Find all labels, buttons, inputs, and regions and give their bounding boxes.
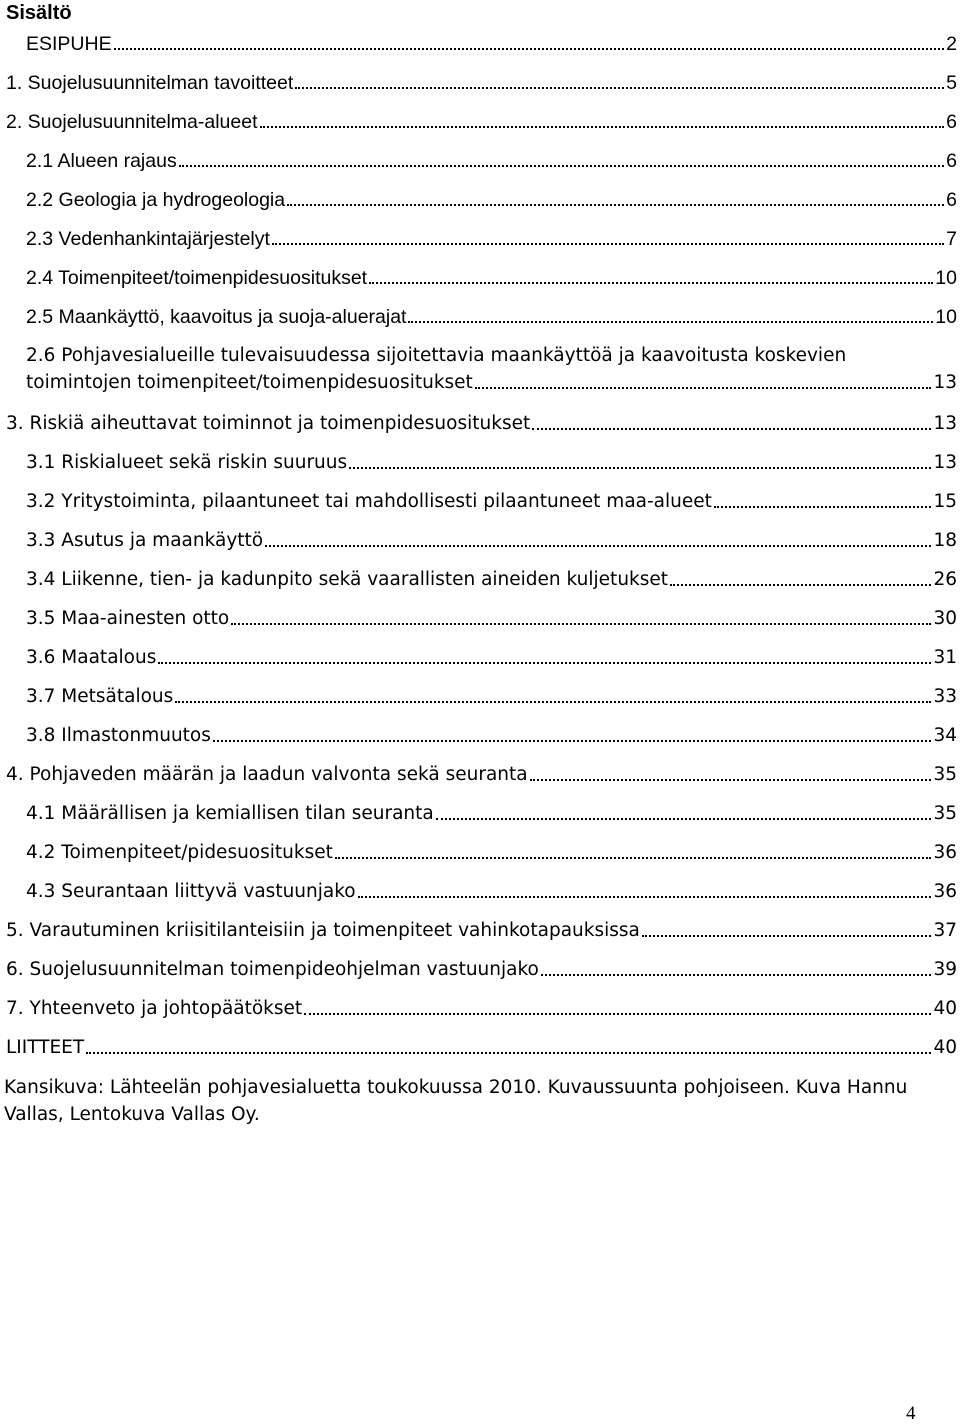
dot-leader: [295, 70, 944, 96]
dot-leader: [642, 918, 932, 944]
toc-entry-page: 7: [946, 228, 957, 250]
toc-entry-title: 2.2 Geologia ja hydrogeologia: [26, 189, 286, 211]
dot-leader: [158, 645, 931, 671]
dot-leader: [231, 606, 931, 632]
dot-leader: [532, 411, 931, 437]
toc-entry-3-5[interactable]: [26, 606, 957, 632]
toc-entry-4-3[interactable]: [26, 879, 957, 905]
toc-entry-3-3[interactable]: [26, 528, 957, 554]
toc-entry-page: 30: [933, 608, 957, 629]
toc-entry-title: 3.1 Riskialueet sekä riskin suuruus: [26, 452, 348, 473]
toc-entry-page: 39: [933, 959, 957, 980]
toc-entry-2-2[interactable]: [26, 187, 957, 213]
toc-entry-page: 33: [933, 686, 957, 707]
dot-leader: [335, 840, 932, 866]
toc-entry-page: 35: [933, 803, 957, 824]
toc-entry-page: 2: [946, 33, 957, 55]
dot-leader: [670, 567, 931, 593]
dot-leader: [175, 684, 931, 710]
toc-entry-2-1[interactable]: [26, 148, 957, 174]
toc-entry-title: 3. Riskiä aiheuttavat toiminnot ja toimenpidesuositukset: [6, 413, 531, 434]
toc-entry-title: 2.5 Maankäyttö, kaavoitus ja suoja-aluerajat: [26, 306, 407, 328]
dot-leader: [349, 450, 931, 476]
toc-entry-title: 4.2 Toimenpiteet/pidesuositukset: [26, 842, 333, 863]
toc-entry-3-7[interactable]: [26, 684, 957, 710]
toc-entry-title: 2.1 Alueen rajaus: [26, 150, 177, 172]
toc-entry-page: 26: [933, 569, 957, 590]
toc-entry-4-1[interactable]: [26, 801, 957, 827]
toc-entry-5[interactable]: [6, 918, 957, 944]
toc-entry-3-4[interactable]: [26, 567, 957, 593]
toc-entry-page: 5: [946, 72, 957, 94]
toc-entry-page: 35: [933, 764, 957, 785]
toc-entry-title: 2.3 Vedenhankintajärjestelyt: [26, 228, 270, 250]
toc-entry-page: 18: [933, 530, 957, 551]
toc-entry-page: 36: [933, 881, 957, 902]
toc-entry-7[interactable]: [6, 996, 957, 1022]
toc-entry-page: 15: [933, 491, 957, 512]
toc-entry-3[interactable]: [6, 411, 957, 437]
toc-entry-title: 6. Suojelusuunnitelman toimenpideohjelman vastuunjako: [6, 959, 539, 980]
toc-entry-title: 4.3 Seurantaan liittyvä vastuunjako: [26, 881, 356, 902]
toc-entry-2-4[interactable]: [26, 265, 957, 291]
dot-leader: [272, 226, 944, 252]
dot-leader: [358, 879, 932, 905]
toc-entry-title: 2.4 Toimenpiteet/toimenpidesuositukset: [26, 267, 368, 289]
toc-entry-page: 13: [933, 452, 957, 473]
toc-heading: Sisältö: [6, 2, 72, 24]
toc-entry-title: ESIPUHE: [26, 33, 112, 55]
toc-entry-page: 6: [946, 189, 957, 211]
toc-entry-title: 4. Pohjaveden määrän ja laadun valvonta sekä seuranta: [6, 764, 528, 785]
toc-entry-page: 37: [933, 920, 957, 941]
toc-entry-title: 3.8 Ilmastonmuutos: [26, 725, 211, 746]
toc-entry-title: 4.1 Määrällisen ja kemiallisen tilan seuranta: [26, 803, 434, 824]
dot-leader: [179, 148, 944, 174]
toc-entry-title: 3.6 Maatalous: [26, 647, 157, 668]
toc-entry-title: 3.2 Yritystoiminta, pilaantuneet tai mahdollisesti pilaantuneet maa-alueet: [26, 491, 712, 512]
dot-leader: [86, 1035, 931, 1061]
dot-leader: [475, 370, 932, 396]
toc-entry-title: LIITTEET: [6, 1037, 85, 1058]
toc-entry-title: 2. Suojelusuunnitelma-alueet: [6, 111, 258, 133]
toc-entry-esipuhe[interactable]: [26, 31, 957, 57]
toc-entry-6[interactable]: [6, 957, 957, 983]
toc-entry-2-6[interactable]: [26, 370, 957, 396]
toc-entry-page: 40: [933, 1037, 957, 1058]
dot-leader: [436, 801, 932, 827]
toc-entry-2-3[interactable]: [26, 226, 957, 252]
toc-entry-title: toimintojen toimenpiteet/toimenpidesuositukset: [26, 372, 473, 393]
toc-entry-2[interactable]: [6, 109, 957, 135]
toc-entry-title: 3.4 Liikenne, tien- ja kadunpito sekä vaarallisten aineiden kuljetukset: [26, 569, 669, 590]
dot-leader: [265, 528, 931, 554]
toc-entry-1[interactable]: [6, 70, 957, 96]
page-number: 4: [906, 1403, 916, 1424]
toc-entry-page: 10: [935, 306, 957, 328]
toc-entry-3-8[interactable]: [26, 723, 957, 749]
toc-entry-page: 13: [933, 372, 957, 393]
toc-entry-4-2[interactable]: [26, 840, 957, 866]
toc-entry-2-5[interactable]: [26, 304, 957, 330]
toc-entry-page: 6: [946, 111, 957, 133]
toc-entry-page: 31: [933, 647, 957, 668]
toc-entry-page: 34: [933, 725, 957, 746]
toc-entry-page: 40: [933, 998, 957, 1019]
toc-entry-page: 6: [946, 150, 957, 172]
cover-image-caption: Kansikuva: Lähteelän pohjavesialuetta toukokuussa 2010. Kuvaussuunta pohjoiseen. Kuva Hannu Vallas, Lentokuva Vallas Oy.: [4, 1077, 908, 1125]
dot-leader: [714, 489, 932, 515]
dot-leader: [114, 31, 945, 57]
toc-entry-3-2[interactable]: [26, 489, 957, 515]
dot-leader: [369, 265, 933, 291]
toc-entry-title: 5. Varautuminen kriisitilanteisiin ja toimenpiteet vahinkotapauksissa: [6, 920, 640, 941]
toc-entry-page: 13: [933, 413, 957, 434]
toc-entry-2-6-line1[interactable]: 2.6 Pohjavesialueille tulevaisuudessa sijoitettavia maankäyttöä ja kaavoitusta koskevien: [26, 345, 847, 366]
dot-leader: [530, 762, 932, 788]
toc-entry-page: 36: [933, 842, 957, 863]
toc-entry-title: 3.7 Metsätalous: [26, 686, 174, 707]
toc-entry-3-6[interactable]: [26, 645, 957, 671]
dot-leader: [541, 957, 932, 983]
toc-entry-title: 1. Suojelusuunnitelman tavoitteet: [6, 72, 294, 94]
dot-leader: [260, 109, 945, 135]
toc-entry-4[interactable]: [6, 762, 957, 788]
toc-entry-page: 10: [935, 267, 957, 289]
dot-leader: [213, 723, 932, 749]
toc-entry-3-1[interactable]: [26, 450, 957, 476]
dot-leader: [304, 996, 931, 1022]
dot-leader: [408, 304, 933, 330]
toc-entry-title: 3.5 Maa-ainesten otto: [26, 608, 230, 629]
toc-entry-title: 7. Yhteenveto ja johtopäätökset: [6, 998, 303, 1019]
toc-entry-title: 3.3 Asutus ja maankäyttö: [26, 530, 264, 551]
dot-leader: [287, 187, 944, 213]
toc-entry-liitteet[interactable]: [6, 1035, 957, 1061]
